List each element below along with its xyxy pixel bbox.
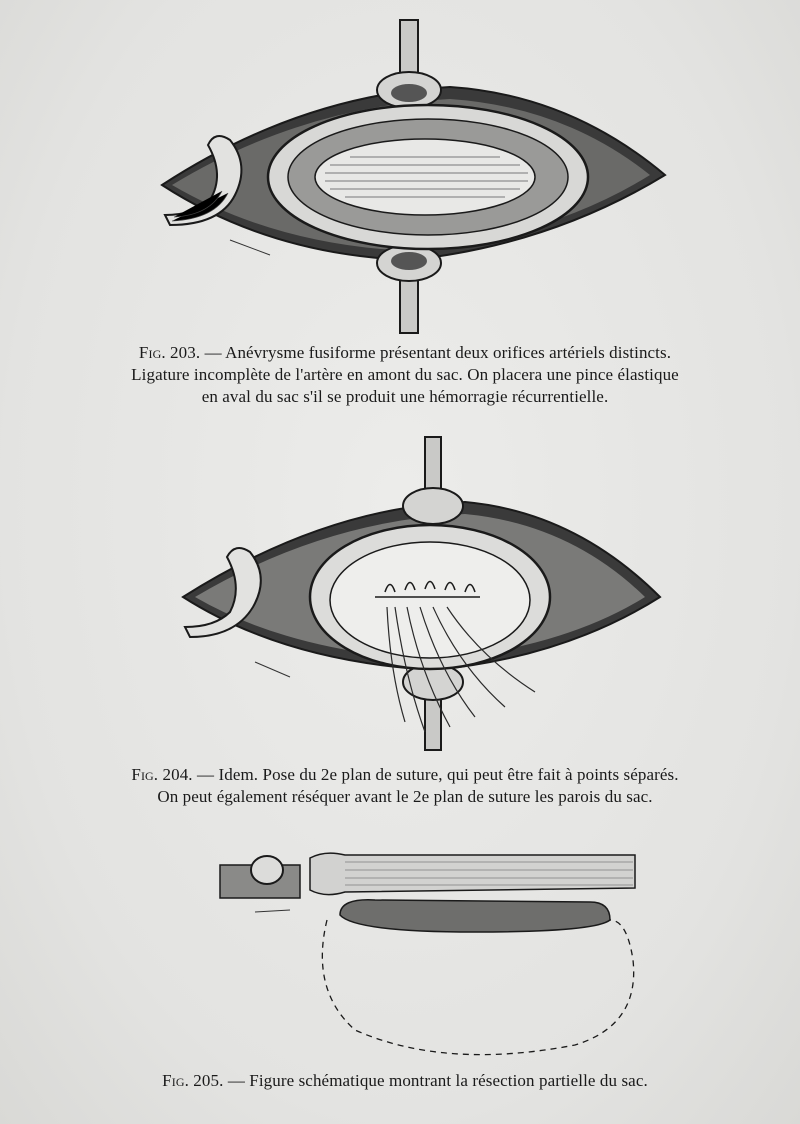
figure-label: Fig. 205. xyxy=(162,1071,224,1090)
caption-fig-204 xyxy=(60,764,750,808)
caption-line: en aval du sac s'il se produit une hémorragie récurrentielle. xyxy=(201,387,609,406)
figure-label: Fig. 203. xyxy=(138,343,201,362)
figure-204-illustration xyxy=(175,432,665,752)
caption-text: — Anévrysme fusiforme présentant deux orifices artériels distincts. xyxy=(204,343,672,362)
figure-label: Fig. 204. xyxy=(131,765,193,784)
caption-fig-203 xyxy=(60,342,750,408)
caption-fig-205 xyxy=(60,1070,750,1092)
caption-text: — Figure schématique montrant la résection partielle du sac. xyxy=(227,1071,648,1090)
caption-line xyxy=(60,342,750,364)
caption-line xyxy=(60,764,750,786)
caption-line xyxy=(60,1070,750,1092)
figure-205-illustration xyxy=(215,840,645,1065)
caption-line: On peut également réséquer avant le 2e plan de suture les parois du sac. xyxy=(157,787,653,806)
figure-203-illustration xyxy=(150,15,680,335)
caption-line: Ligature incomplète de l'artère en amont du sac. On placera une pince élastique xyxy=(131,365,679,384)
caption-text: — Idem. Pose du 2e plan de suture, qui peut être fait à points séparés. xyxy=(197,765,679,784)
